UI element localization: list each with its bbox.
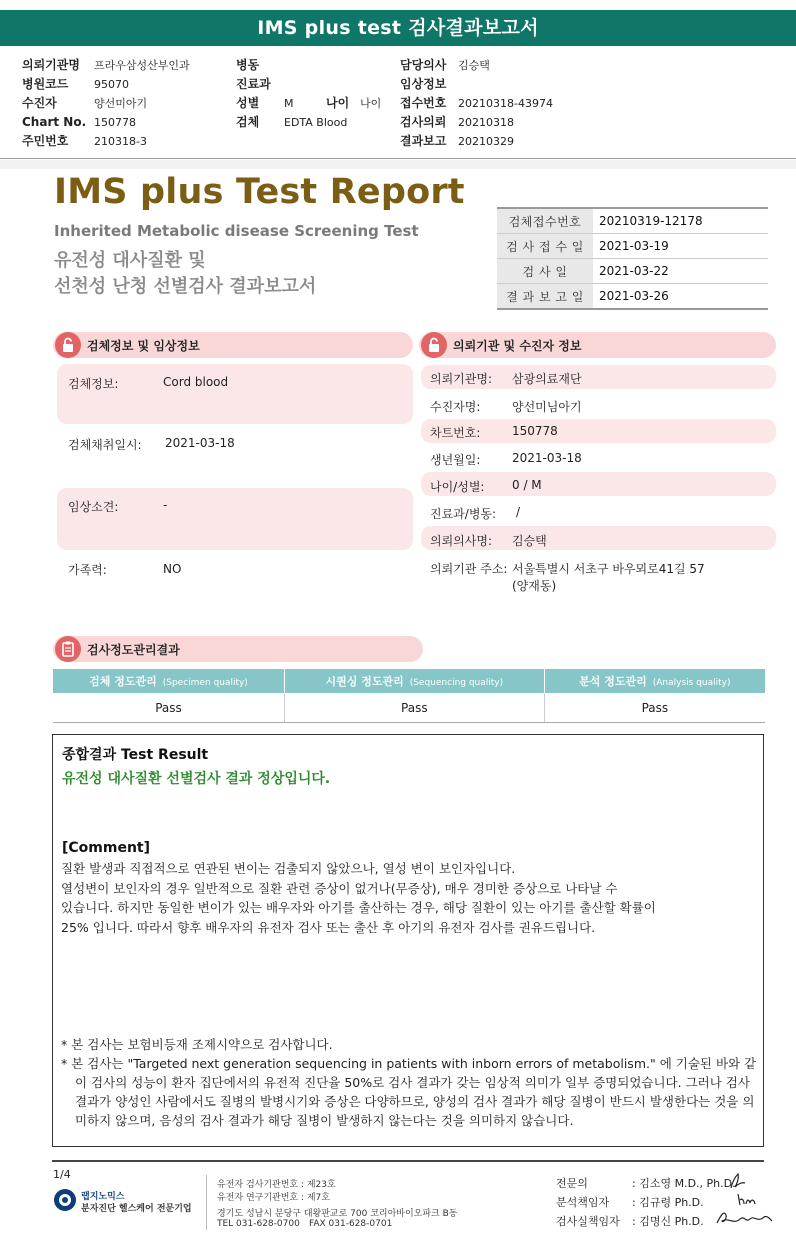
- dept-ward-value: /: [516, 505, 521, 519]
- qc-header-sequencing: 시퀀싱 정도관리 (Sequencing quality): [284, 669, 544, 693]
- chart-number-label: 차트번호:: [430, 426, 481, 440]
- request-date-label: 검사의뢰: [400, 115, 447, 129]
- qc-table: [53, 669, 765, 723]
- signer-role-3: 검사실책임자: [556, 1215, 620, 1228]
- sex-value: M: [284, 97, 294, 110]
- report-title: IMS plus Test Report: [54, 172, 465, 212]
- age-sex-label: 나이/성별:: [430, 480, 485, 494]
- comment-header: [Comment]: [62, 840, 151, 856]
- chart-no-label: Chart No.: [22, 115, 87, 129]
- qc-header-analysis: 분석 정도관리 (Analysis quality): [544, 669, 765, 693]
- birth-date-value: 2021-03-18: [512, 451, 582, 465]
- hospital-code-label: 병원코드: [22, 77, 69, 91]
- lock-icon-container: [421, 332, 447, 358]
- info-label: 검체접수번호: [497, 208, 593, 234]
- comment-text: [61, 859, 761, 937]
- report-date-value: 20210329: [458, 135, 514, 148]
- patient-label: 수진자: [22, 96, 57, 110]
- referring-doctor-value: 김승택: [512, 534, 547, 548]
- patient-value: 양선미아기: [94, 97, 148, 110]
- comment-line: 열성변이 보인자의 경우 일반적으로 질환 관련 증상이 없거나(무증상), 매우 경미한 증상으로 나타날 수: [61, 880, 618, 896]
- footer-divider: [52, 1160, 764, 1162]
- clinical-findings-value: -: [163, 498, 168, 512]
- dept-ward-label: 진료과/병동:: [430, 507, 497, 521]
- institution-value: 삼광의료재단: [512, 372, 582, 386]
- referring-doctor-label: 의뢰의사명:: [430, 534, 493, 548]
- company-name: 랩지노믹스: [81, 1192, 125, 1202]
- lock-icon: [55, 332, 81, 358]
- family-history-value: NO: [163, 562, 182, 576]
- signer-name-3: : 김명신 Ph.D.: [632, 1215, 704, 1228]
- company-tel: TEL 031-628-0700: [217, 1219, 300, 1229]
- accession-label: 접수번호: [400, 96, 447, 110]
- comment-line: 질환 발생과 직접적으로 연관된 변이는 검출되지 않았으나, 열성 변이 보인자입니다.: [61, 861, 516, 876]
- report-info-table: [497, 207, 768, 310]
- info-label: 검 사 일: [497, 259, 593, 284]
- institution-address-value-2: (양재동): [512, 579, 557, 593]
- qc-section-header: [53, 636, 423, 662]
- lock-icon-container: [55, 332, 81, 358]
- company-logo-icon: [53, 1188, 77, 1212]
- institution-address-value: 서울특별시 서초구 바우뫼로41길 57: [512, 562, 705, 576]
- specimen-section-title: 검체정보 및 임상정보: [87, 339, 200, 353]
- specimen-section-header: [53, 332, 413, 358]
- comment-line: 있습니다. 하지만 동일한 변이가 있는 배우자와 아기를 출산하는 경우, 해당 질환이 있는 아기를 출산할 확률이: [61, 900, 656, 915]
- signature-1-icon: [728, 1170, 748, 1192]
- test-institution-reg: 유전자 검사기관번호 : 제23호: [217, 1180, 336, 1190]
- qc-result-specimen: Pass: [53, 693, 284, 723]
- ward-label: 병동: [236, 58, 260, 72]
- sex-label: 성별: [236, 96, 260, 110]
- collection-date-label: 검체채취일시:: [68, 438, 142, 452]
- test-result-summary: 유전성 대사질환 선별검사 결과 정상입니다.: [62, 771, 331, 787]
- patient-name-label: 수진자명:: [430, 400, 481, 414]
- department-label: 진료과: [236, 77, 271, 91]
- clipboard-icon: [55, 636, 81, 662]
- resident-no-label: 주민번호: [22, 134, 69, 148]
- hospital-name-value: 프라우삼성산부인과: [94, 59, 190, 72]
- request-date-value: 20210318: [458, 116, 514, 129]
- test-result-title: 종합결과 Test Result: [62, 747, 209, 763]
- qc-header-specimen: 검체 정도관리 (Specimen quality): [53, 669, 284, 693]
- header-col-2: [236, 54, 381, 130]
- note-insurance: * 본 검사는 보험비등재 조제시약으로 검사합니다.: [61, 1037, 333, 1052]
- institution-address-label: 의뢰기관 주소:: [430, 562, 508, 576]
- specimen-value: EDTA Blood: [284, 116, 348, 129]
- header-col-3: [400, 54, 553, 149]
- signer-role-1: 전문의: [556, 1177, 588, 1190]
- chart-number-value: 150778: [512, 424, 558, 438]
- research-institution-reg: 유전자 연구기관번호 : 제7호: [217, 1193, 330, 1203]
- specimen-info-value: Cord blood: [163, 375, 229, 389]
- doctor-value: 김승택: [458, 59, 490, 72]
- age-sex-value: 0 / M: [512, 478, 542, 492]
- info-label: 검 사 접 수 일: [497, 234, 593, 259]
- specimen-label: 검체: [236, 115, 260, 129]
- accession-value: 20210318-43974: [458, 97, 553, 110]
- footer-separator: [206, 1175, 207, 1230]
- report-subtitle-ko-1: 유전성 대사질환 및: [54, 250, 206, 271]
- test-result-box: [52, 734, 764, 1147]
- header-divider: [0, 158, 796, 159]
- info-value: 2021-03-22: [593, 259, 768, 284]
- company-address: 경기도 성남시 분당구 대왕판교로 700 코리아바이오파크 B동: [217, 1209, 458, 1219]
- birth-date-label: 생년월일:: [430, 453, 481, 467]
- qc-result-sequencing: Pass: [284, 693, 544, 723]
- lock-icon: [421, 332, 447, 358]
- header-col-1: [22, 54, 190, 149]
- specimen-info-label: 검체정보:: [68, 377, 119, 391]
- report-subtitle-en: Inherited Metabolic disease Screening Test: [54, 222, 419, 240]
- patient-section-header: [419, 332, 776, 358]
- qc-result-analysis: Pass: [544, 693, 765, 723]
- company-fax: FAX 031-628-0701: [309, 1219, 393, 1229]
- hospital-name-label: 의뢰기관명: [22, 58, 80, 72]
- signer-name-2: : 김규령 Ph.D.: [632, 1196, 704, 1209]
- info-value: 2021-03-19: [593, 234, 768, 259]
- notes: [61, 1035, 759, 1130]
- chart-no-value: 150778: [94, 116, 136, 129]
- resident-no-value: 210318-3: [94, 135, 147, 148]
- info-value: 20210319-12178: [593, 208, 768, 234]
- family-history-label: 가족력:: [68, 563, 107, 577]
- patient-section-title: 의뢰기관 및 수진자 정보: [453, 339, 582, 353]
- clinical-info-label: 임상정보: [400, 77, 447, 91]
- clipboard-icon-container: [55, 636, 81, 662]
- info-label: 결 과 보 고 일: [497, 284, 593, 310]
- age-label: 나이: [326, 96, 350, 110]
- report-header-bar: IMS plus test 검사결과보고서: [0, 10, 796, 46]
- info-value: 2021-03-26: [593, 284, 768, 310]
- signer-name-1: : 김소영 M.D., Ph.D.: [632, 1177, 736, 1190]
- signer-role-2: 분석책임자: [556, 1196, 610, 1209]
- patient-name-value: 양선미님아기: [512, 400, 582, 414]
- age-value: 나이: [360, 97, 382, 110]
- page-number: 1/4: [53, 1168, 71, 1181]
- report-subtitle-ko-2: 선천성 난청 선별검사 결과보고서: [54, 276, 317, 297]
- clinical-findings-label: 임상소견:: [68, 500, 119, 514]
- hospital-code-value: 95070: [94, 78, 129, 91]
- company-tagline: 분자진단 헬스케어 전문기업: [81, 1204, 192, 1214]
- specimen-row-bg: [57, 364, 413, 424]
- report-date-label: 결과보고: [400, 134, 447, 148]
- institution-label: 의뢰기관명:: [430, 372, 493, 386]
- qc-section-title: 검사정도관리결과: [87, 643, 180, 657]
- header-shadow-band: [0, 160, 796, 169]
- note-performance: * 본 검사는 "Targeted next generation sequencing in patients with inborn errors of metabolism." 에 기술된 바와 같이 검사의 성능이 환자 집단에서의 유전적 진단율 50%로 검사 결과가 갖는 임상적 의미가 일부 증명되었습니다. 그러나 검사 결과가 양성인 사람에서도 질병의 발병시기와 증상은 다양하므로, 양성의 검사 결과가 해당 질병이 반드시 발생한다는 것을 의미하지 않으며, 음성의 검사 결과가 해당 질병이 발생하지 않는다는 것을 의미하지 않습니다.: [61, 1056, 757, 1128]
- signature-3-icon: [714, 1207, 774, 1229]
- doctor-label: 담당의사: [400, 58, 447, 72]
- comment-line: 25% 입니다. 따라서 향후 배우자의 유전자 검사 또는 출산 후 아기의 유전자 검사를 권유드립니다.: [61, 919, 596, 935]
- collection-date-value: 2021-03-18: [165, 436, 235, 450]
